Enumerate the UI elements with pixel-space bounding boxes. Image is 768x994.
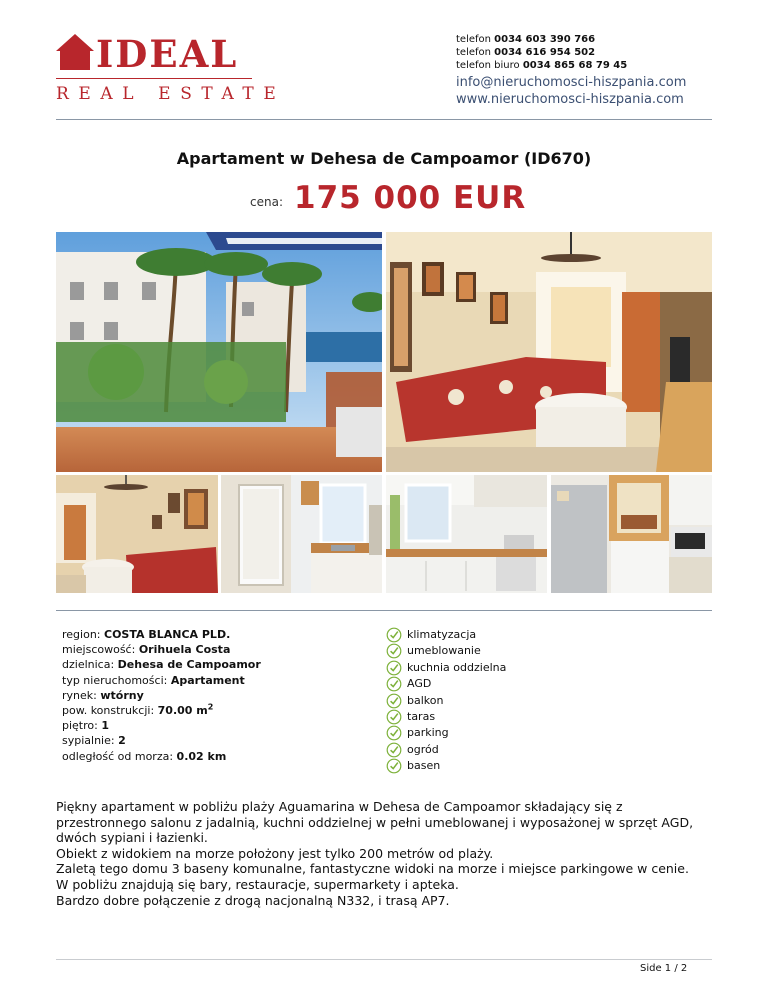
- feature-item: [386, 676, 586, 692]
- description: [56, 799, 716, 908]
- feature-item: [386, 693, 586, 709]
- listing-title: Apartament w Dehesa de Campoamor (ID670): [176, 149, 592, 168]
- brand-name: IDEAL: [96, 32, 239, 76]
- feature-item: [386, 627, 586, 643]
- feature-item: [386, 758, 586, 774]
- description-paragraph: Piękny apartament w pobliżu plaży Aguamarina w Dehesa de Campoamor składający się z przestronnego salonu z jadalnią, kuchni oddzielnej w pełni umeblowanej i wyposażonej w sprzęt AGD, dwóch sypiani i łazienki.: [56, 799, 694, 846]
- price-label: cena:: [250, 195, 283, 209]
- phone-number[interactable]: 0034 865 68 79 45: [522, 60, 628, 71]
- feature-label: klimatyzacja: [407, 628, 477, 641]
- company-logo: [56, 32, 286, 104]
- detail-region: region: COSTA BLANCA PLD.: [62, 628, 231, 641]
- phone-line: [456, 33, 746, 46]
- feature-label: balkon: [407, 693, 444, 707]
- detail-bedrooms: sypialnie: 2: [62, 734, 126, 748]
- property-details: [62, 627, 362, 764]
- price-value: 175 000 EUR: [294, 180, 527, 216]
- check-circle-icon: [386, 693, 402, 709]
- house-icon: [56, 34, 94, 70]
- feature-label: kuchnia oddzielna: [407, 660, 507, 674]
- check-circle-icon: [386, 709, 402, 725]
- kitchen-photo-3[interactable]: [551, 475, 712, 593]
- feature-label: parking: [407, 726, 449, 740]
- kitchen-photo-2[interactable]: [386, 475, 547, 593]
- phone-number[interactable]: 0034 616 954 502: [494, 47, 596, 58]
- contact-block: [456, 33, 746, 108]
- kitchen-photo[interactable]: [221, 475, 382, 593]
- feature-label: taras: [407, 709, 436, 723]
- check-circle-icon: [386, 627, 402, 643]
- phone-label: telefon: [456, 47, 491, 58]
- living-room-photo-2[interactable]: [56, 475, 218, 593]
- feature-item: [386, 742, 586, 758]
- detail-market: rynek: wtórny: [62, 688, 144, 702]
- website-link[interactable]: www.nieruchomosci-hiszpania.com: [456, 92, 684, 107]
- feature-item: [386, 643, 586, 659]
- detail-floor: piętro: 1: [62, 719, 109, 733]
- logo-divider: [56, 78, 252, 79]
- description-paragraph: Bardzo dobre połączenie z drogą nacjonalną N332, i trasą AP7.: [56, 892, 450, 908]
- detail-district: dzielnica: Dehesa de Campoamor: [62, 658, 261, 672]
- description-paragraph: W pobliżu znajdują się bary, restauracje, supermarkety i apteka.: [56, 876, 459, 892]
- phone-line: [456, 59, 746, 72]
- phone-label: telefon: [456, 34, 491, 45]
- terrace-photo[interactable]: [56, 232, 382, 472]
- detail-sea-distance: odległość od morza: 0.02 km: [62, 749, 227, 763]
- phone-label: telefon biuro: [456, 60, 520, 71]
- feature-item: [386, 709, 586, 725]
- email-link[interactable]: info@nieruchomosci-hiszpania.com: [456, 75, 687, 90]
- detail-built-area: pow. konstrukcji: 70.00 $m^2$: [62, 702, 214, 718]
- check-circle-icon: [386, 742, 402, 758]
- feature-label: AGD: [407, 677, 432, 691]
- feature-label: ogród: [407, 742, 439, 756]
- detail-property-type: typ nieruchomości: Apartament: [62, 673, 245, 687]
- check-circle-icon: [386, 758, 402, 774]
- feature-item: [386, 660, 586, 676]
- header-divider: [56, 119, 712, 120]
- feature-label: basen: [407, 759, 441, 773]
- check-circle-icon: [386, 725, 402, 741]
- brand-subtitle: REAL ESTATE: [56, 84, 286, 104]
- check-circle-icon: [386, 676, 402, 692]
- living-room-photo[interactable]: [386, 232, 712, 472]
- description-paragraph: Zaletą tego domu 3 baseny komunalne, fantastyczne widoki na morze i miejsce parkingowe w cenie.: [56, 861, 689, 877]
- page-number: Side 1 / 2: [640, 963, 688, 974]
- check-circle-icon: [386, 660, 402, 676]
- feature-item: [386, 725, 586, 741]
- phone-line: [456, 46, 746, 59]
- description-paragraph: Obiekt z widokiem na morze położony jest tylko 200 metrów od plaży.: [56, 845, 494, 861]
- feature-label: umeblowanie: [407, 644, 481, 658]
- footer-divider: [56, 959, 712, 960]
- detail-town: miejscowość: Orihuela Costa: [62, 643, 231, 657]
- check-circle-icon: [386, 643, 402, 659]
- features-list: [386, 627, 586, 775]
- phone-number[interactable]: 0034 603 390 766: [494, 34, 596, 45]
- section-divider: [56, 610, 712, 611]
